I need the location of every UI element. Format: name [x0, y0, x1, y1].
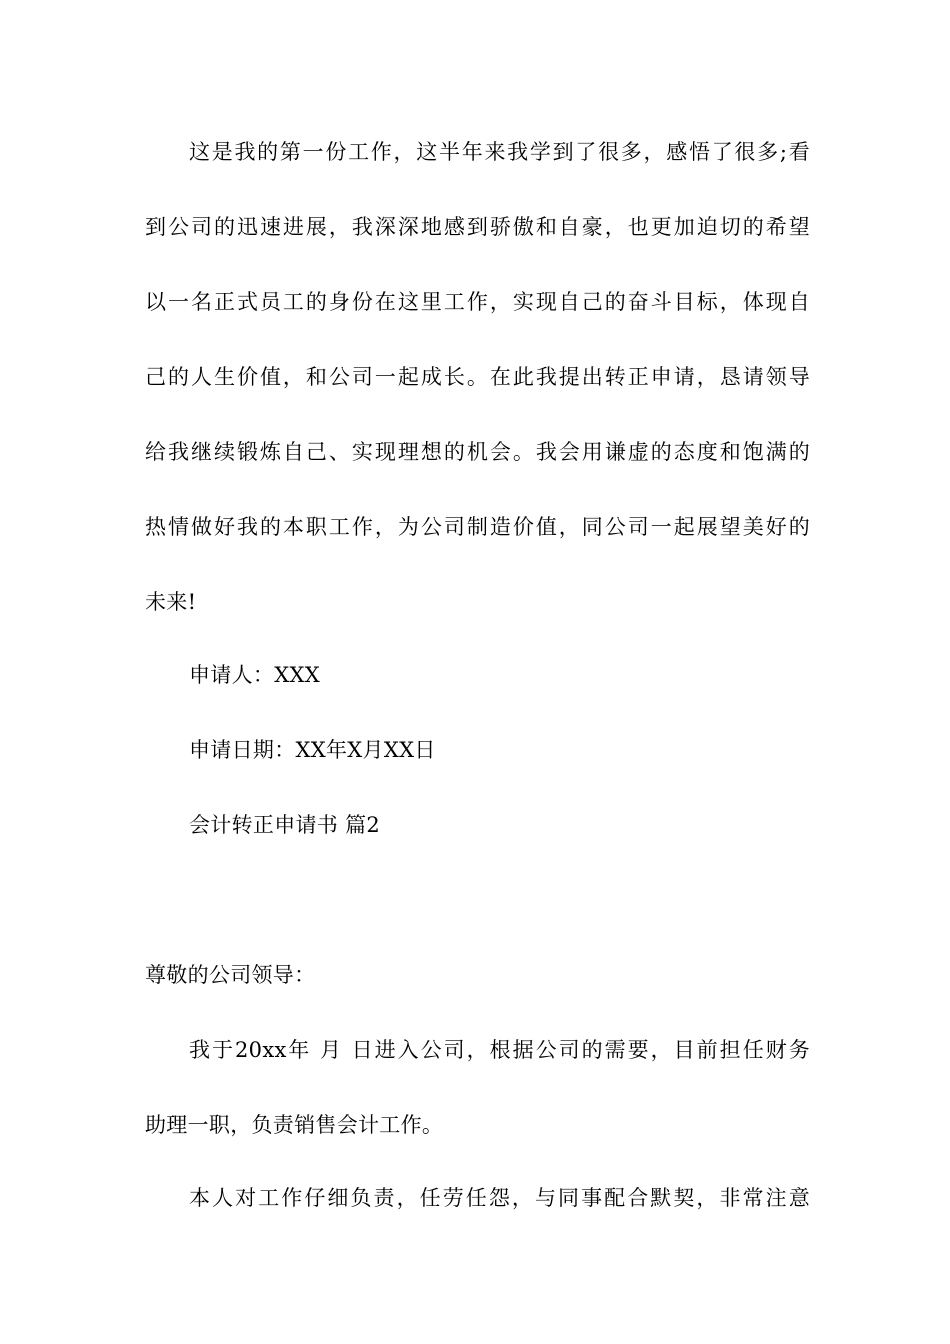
paragraph-line: 己的人生价值，和公司一起成长。在此我提出转正申请，恳请领导	[145, 365, 810, 389]
paragraph-line: 助理一职，负责销售会计工作。	[145, 1113, 444, 1137]
paragraph-line: 给我继续锻炼自己、实现理想的机会。我会用谦虚的态度和饱满的	[145, 440, 810, 464]
salutation: 尊敬的公司领导：	[145, 963, 316, 987]
section-title: 会计转正申请书 篇2	[189, 813, 381, 837]
applicant-line: 申请人：XXX	[189, 663, 320, 687]
paragraph-line: 本人对工作仔细负责，任劳任怨，与同事配合默契，非常注意	[189, 1186, 810, 1210]
application-date-line: 申请日期：XX年X月XX日	[189, 738, 436, 762]
paragraph-line: 以一名正式员工的身份在这里工作，实现自己的奋斗目标，体现自	[145, 290, 810, 314]
paragraph-line: 未来!	[145, 590, 197, 614]
paragraph-line: 这是我的第一份工作，这半年来我学到了很多，感悟了很多;看	[189, 140, 810, 164]
paragraph-line: 到公司的迅速进展，我深深地感到骄傲和自豪，也更加迫切的希望	[145, 215, 810, 239]
paragraph-line: 我于20xx年 月 日进入公司，根据公司的需要，目前担任财务	[189, 1038, 810, 1062]
paragraph-line: 热情做好我的本职工作，为公司制造价值，同公司一起展望美好的	[145, 515, 810, 539]
